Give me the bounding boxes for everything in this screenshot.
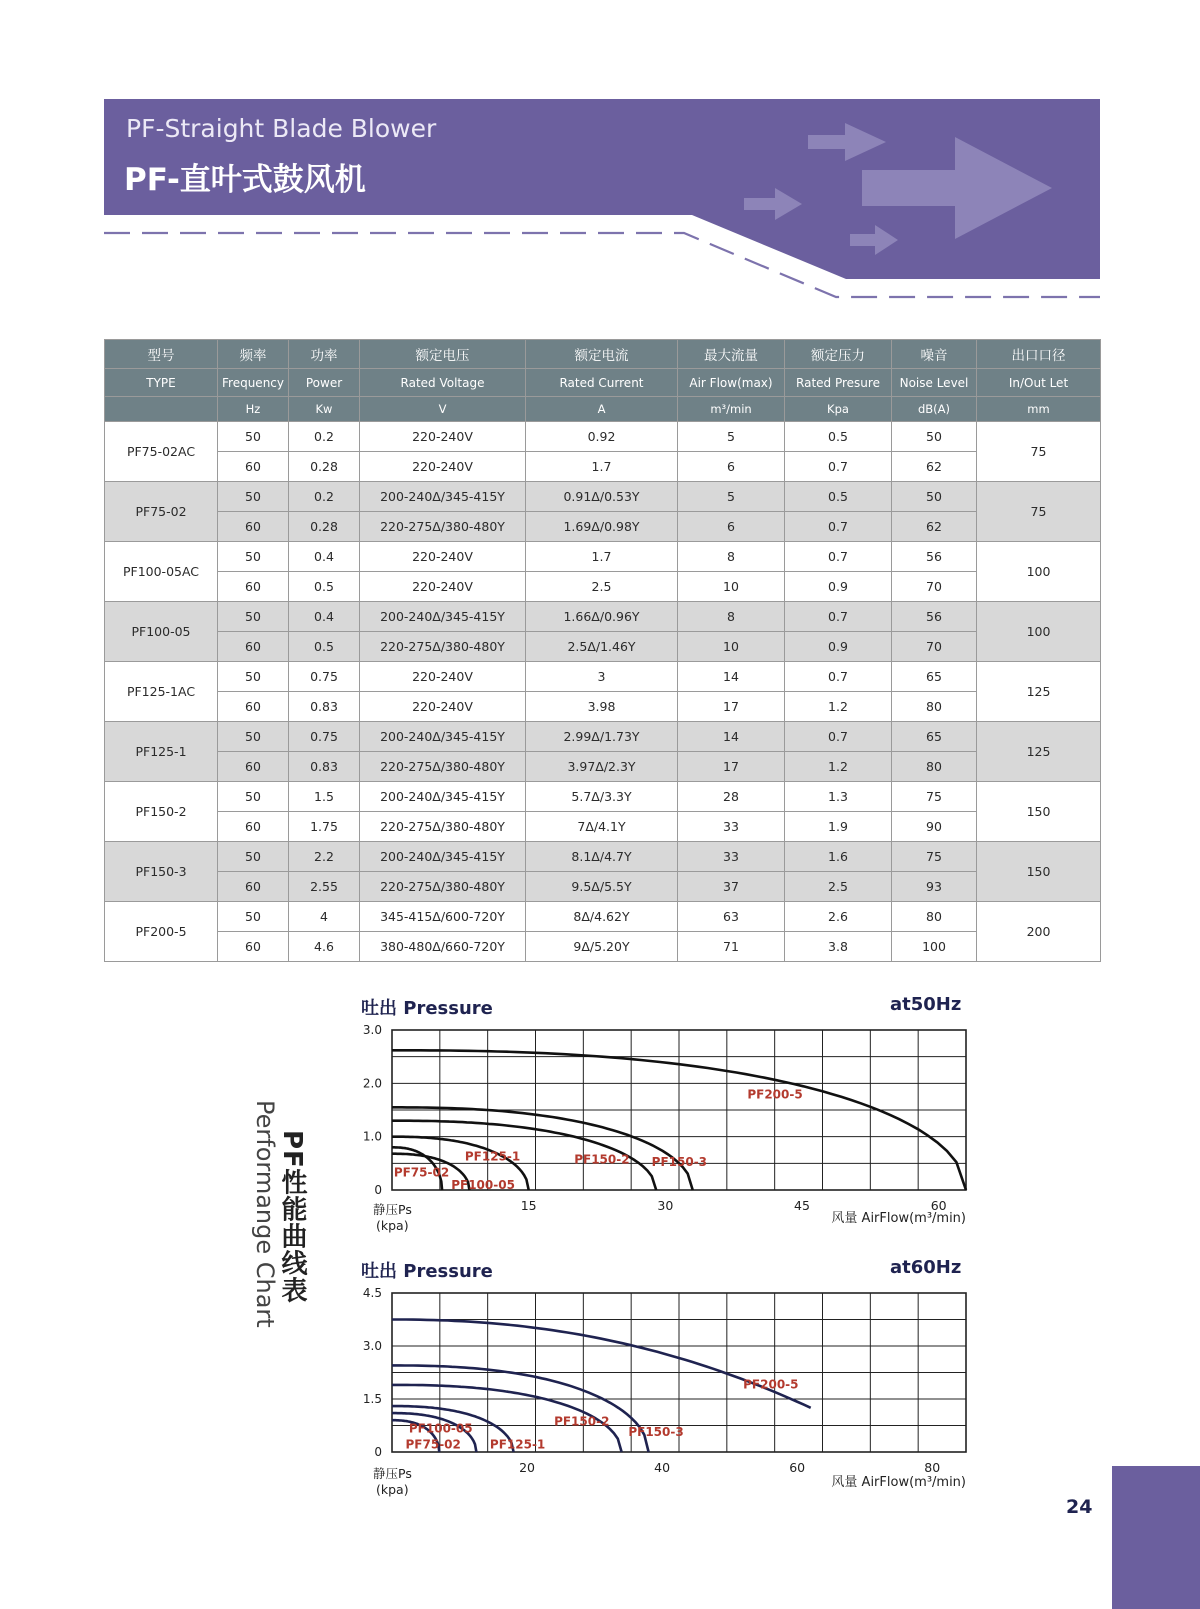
cell-hz: 50 — [218, 722, 289, 752]
chart1-frequency: at50Hz — [890, 994, 962, 1015]
cell-v: 380-480Δ/660-720Y — [360, 932, 526, 962]
header-cell: Rated Presure — [785, 369, 892, 397]
page-number: 24 — [1066, 1496, 1093, 1518]
cell-db: 56 — [892, 542, 977, 572]
spec-table — [104, 339, 1101, 962]
cell-flow: 37 — [678, 872, 785, 902]
header-cell: A — [526, 397, 678, 422]
cell-flow: 17 — [678, 692, 785, 722]
curve-pf125-1 — [392, 1137, 529, 1190]
header-cell: m³/min — [678, 397, 785, 422]
cell-hz: 50 — [218, 662, 289, 692]
cell-a: 8Δ/4.62Y — [526, 902, 678, 932]
table-row — [105, 932, 1101, 962]
cell-kpa: 0.7 — [785, 662, 892, 692]
header-cell: V — [360, 397, 526, 422]
cell-flow: 6 — [678, 512, 785, 542]
cell-hz: 50 — [218, 782, 289, 812]
type-cell: PF100-05 — [105, 602, 218, 662]
cell-kw: 0.83 — [289, 752, 360, 782]
table-row — [105, 632, 1101, 662]
cell-db: 62 — [892, 512, 977, 542]
cell-kpa: 1.3 — [785, 782, 892, 812]
cell-a: 3 — [526, 662, 678, 692]
curve-label: PF200-5 — [743, 1377, 799, 1392]
cell-v: 220-240V — [360, 692, 526, 722]
cell-hz: 50 — [218, 542, 289, 572]
x-tick-label: 40 — [654, 1460, 671, 1475]
curve-label: PF150-2 — [554, 1414, 610, 1429]
cell-kw: 1.5 — [289, 782, 360, 812]
corner-block — [1112, 1466, 1200, 1609]
cell-kpa: 3.8 — [785, 932, 892, 962]
table-row — [105, 572, 1101, 602]
table-row — [105, 542, 1101, 572]
cell-v: 345-415Δ/600-720Y — [360, 902, 526, 932]
cell-flow: 5 — [678, 482, 785, 512]
cell-flow: 28 — [678, 782, 785, 812]
header-cell: 频率 — [218, 340, 289, 369]
header-cell: Hz — [218, 397, 289, 422]
title-english: PF-Straight Blade Blower — [126, 114, 437, 143]
cell-v: 200-240Δ/345-415Y — [360, 722, 526, 752]
y-tick-label: 3.0 — [362, 1339, 382, 1353]
cell-hz: 50 — [218, 842, 289, 872]
curve-label: PF125-1 — [464, 1149, 521, 1164]
cell-flow: 5 — [678, 422, 785, 452]
cell-kpa: 0.7 — [785, 452, 892, 482]
cell-a: 2.5Δ/1.46Y — [526, 632, 678, 662]
x-tick-label: 60 — [789, 1460, 806, 1475]
table-row — [105, 752, 1101, 782]
cell-flow: 71 — [678, 932, 785, 962]
table-row — [105, 812, 1101, 842]
curve-pf200-5 — [392, 1320, 811, 1408]
x-axis-label: 风量 AirFlow(m³/min) — [831, 1211, 966, 1226]
cell-flow: 33 — [678, 842, 785, 872]
cell-v: 220-240V — [360, 572, 526, 602]
cell-hz: 50 — [218, 482, 289, 512]
cell-db: 93 — [892, 872, 977, 902]
cell-hz: 60 — [218, 932, 289, 962]
cell-a: 3.97Δ/2.3Y — [526, 752, 678, 782]
cell-flow: 8 — [678, 602, 785, 632]
outlet-cell: 100 — [977, 602, 1101, 662]
cell-kpa: 0.7 — [785, 722, 892, 752]
cell-flow: 10 — [678, 632, 785, 662]
cell-kw: 4 — [289, 902, 360, 932]
header-cell: 最大流量 — [678, 340, 785, 369]
outlet-cell: 75 — [977, 482, 1101, 542]
cell-db: 50 — [892, 482, 977, 512]
table-header-units — [105, 397, 1101, 422]
x-axis-label: 风量 AirFlow(m³/min) — [831, 1475, 966, 1490]
curve-label: PF100-05 — [451, 1177, 515, 1192]
cell-a: 2.99Δ/1.73Y — [526, 722, 678, 752]
chart2-frequency: at60Hz — [890, 1257, 962, 1278]
curve-pf200-5 — [392, 1050, 966, 1190]
cell-v: 220-240V — [360, 542, 526, 572]
cell-v: 220-275Δ/380-480Y — [360, 872, 526, 902]
cell-flow: 6 — [678, 452, 785, 482]
cell-a: 7Δ/4.1Y — [526, 812, 678, 842]
type-cell: PF100-05AC — [105, 542, 218, 602]
cell-db: 70 — [892, 632, 977, 662]
cell-kpa: 0.9 — [785, 632, 892, 662]
cell-hz: 50 — [218, 902, 289, 932]
cell-db: 90 — [892, 812, 977, 842]
cell-kpa: 0.5 — [785, 482, 892, 512]
curve-label: PF150-3 — [628, 1425, 684, 1440]
curve-pf75-02 — [392, 1147, 442, 1190]
cell-hz: 60 — [218, 812, 289, 842]
x-tick-label: 60 — [930, 1198, 947, 1213]
y-axis-label: 静压Ps — [373, 1202, 412, 1217]
cell-a: 0.91Δ/0.53Y — [526, 482, 678, 512]
cell-db: 75 — [892, 842, 977, 872]
cell-hz: 60 — [218, 452, 289, 482]
y-tick-label: 0 — [374, 1445, 382, 1459]
cell-flow: 10 — [678, 572, 785, 602]
cell-kpa: 1.2 — [785, 692, 892, 722]
cell-a: 1.7 — [526, 542, 678, 572]
cell-a: 9.5Δ/5.5Y — [526, 872, 678, 902]
curve-pf150-3 — [392, 1365, 649, 1452]
cell-a: 1.69Δ/0.98Y — [526, 512, 678, 542]
curve-label: PF150-2 — [574, 1152, 630, 1167]
cell-v: 220-240V — [360, 662, 526, 692]
cell-v: 200-240Δ/345-415Y — [360, 602, 526, 632]
cell-a: 9Δ/5.20Y — [526, 932, 678, 962]
cell-db: 100 — [892, 932, 977, 962]
cell-flow: 17 — [678, 752, 785, 782]
type-cell: PF125-1 — [105, 722, 218, 782]
table-row — [105, 452, 1101, 482]
x-tick-label: 80 — [924, 1460, 941, 1475]
cell-v: 220-275Δ/380-480Y — [360, 752, 526, 782]
cell-kw: 2.2 — [289, 842, 360, 872]
type-cell: PF150-3 — [105, 842, 218, 902]
header-cell: Frequency — [218, 369, 289, 397]
header-cell — [105, 397, 218, 422]
cell-kw: 0.5 — [289, 572, 360, 602]
header-cell: 额定电压 — [360, 340, 526, 369]
header-cell: 出口口径 — [977, 340, 1101, 369]
cell-db: 80 — [892, 902, 977, 932]
performance-title-zh: PF性能曲线表 — [277, 1130, 307, 1304]
type-cell: PF200-5 — [105, 902, 218, 962]
header-cell: 型号 — [105, 340, 218, 369]
chart2-title: 吐出 Pressure — [361, 1261, 493, 1282]
table-row — [105, 512, 1101, 542]
table-row — [105, 842, 1101, 872]
cell-a: 0.92 — [526, 422, 678, 452]
cell-hz: 60 — [218, 572, 289, 602]
table-row — [105, 602, 1101, 632]
cell-db: 65 — [892, 662, 977, 692]
cell-a: 8.1Δ/4.7Y — [526, 842, 678, 872]
x-tick-label: 30 — [657, 1198, 674, 1213]
x-tick-label: 15 — [520, 1198, 537, 1213]
outlet-cell: 150 — [977, 842, 1101, 902]
curve-label: PF150-3 — [651, 1155, 708, 1169]
title-chinese: PF-直叶式鼓风机 — [124, 162, 366, 198]
table-body — [105, 422, 1101, 962]
x-tick-label: 20 — [519, 1460, 536, 1475]
cell-v: 220-275Δ/380-480Y — [360, 632, 526, 662]
cell-db: 80 — [892, 692, 977, 722]
curve-label: PF200-5 — [747, 1087, 803, 1102]
cell-kpa: 2.6 — [785, 902, 892, 932]
table-row — [105, 692, 1101, 722]
table-row — [105, 722, 1101, 752]
cell-kpa: 1.6 — [785, 842, 892, 872]
y-axis-unit: (kpa) — [376, 1218, 409, 1233]
curve-pf150-3 — [392, 1107, 693, 1190]
y-tick-label: 1.5 — [362, 1392, 382, 1406]
cell-kpa: 1.2 — [785, 752, 892, 782]
cell-kw: 0.4 — [289, 602, 360, 632]
cell-flow: 8 — [678, 542, 785, 572]
cell-kpa: 0.7 — [785, 602, 892, 632]
curve-pf100-05 — [392, 1413, 476, 1452]
type-cell: PF125-1AC — [105, 662, 218, 722]
curve-label: PF75-02 — [405, 1437, 461, 1452]
cell-db: 70 — [892, 572, 977, 602]
cell-v: 220-240V — [360, 452, 526, 482]
cell-db: 80 — [892, 752, 977, 782]
cell-hz: 60 — [218, 752, 289, 782]
table-header-en — [105, 369, 1101, 397]
cell-kpa: 0.5 — [785, 422, 892, 452]
header-cell: Rated Voltage — [360, 369, 526, 397]
outlet-cell: 150 — [977, 782, 1101, 842]
header-cell: Air Flow(max) — [678, 369, 785, 397]
header-cell: Kw — [289, 397, 360, 422]
cell-kw: 0.75 — [289, 722, 360, 752]
cell-hz: 50 — [218, 602, 289, 632]
cell-v: 200-240Δ/345-415Y — [360, 842, 526, 872]
type-cell: PF75-02 — [105, 482, 218, 542]
curve-pf75-02 — [392, 1420, 439, 1452]
curve-pf150-2 — [392, 1385, 622, 1452]
cell-kpa: 1.9 — [785, 812, 892, 842]
curve-pf100-05 — [392, 1154, 469, 1190]
cell-kw: 4.6 — [289, 932, 360, 962]
table-row — [105, 482, 1101, 512]
chart1-title: 吐出 Pressure — [361, 998, 493, 1019]
type-cell: PF150-2 — [105, 782, 218, 842]
cell-flow: 33 — [678, 812, 785, 842]
curve-label: PF125-1 — [489, 1437, 546, 1452]
chart2-frame — [392, 1293, 966, 1452]
outlet-cell: 100 — [977, 542, 1101, 602]
cell-a: 1.66Δ/0.96Y — [526, 602, 678, 632]
cell-db: 56 — [892, 602, 977, 632]
cell-a: 2.5 — [526, 572, 678, 602]
cell-v: 200-240Δ/345-415Y — [360, 482, 526, 512]
y-tick-label: 3.0 — [362, 1023, 382, 1037]
cell-a: 1.7 — [526, 452, 678, 482]
cell-kpa: 0.9 — [785, 572, 892, 602]
outlet-cell: 200 — [977, 902, 1101, 962]
header-cell: 噪音 — [892, 340, 977, 369]
header-cell: Kpa — [785, 397, 892, 422]
y-axis-label: 静压Ps — [373, 1466, 412, 1481]
table-header-zh — [105, 340, 1101, 369]
cell-a: 5.7Δ/3.3Y — [526, 782, 678, 812]
cell-kpa: 0.7 — [785, 512, 892, 542]
cell-kw: 0.75 — [289, 662, 360, 692]
cell-hz: 60 — [218, 872, 289, 902]
performance-title-en: Performange Chart — [251, 1100, 279, 1328]
cell-db: 65 — [892, 722, 977, 752]
outlet-cell: 125 — [977, 662, 1101, 722]
outlet-cell: 75 — [977, 422, 1101, 482]
y-axis-unit: (kpa) — [376, 1482, 409, 1497]
cell-kpa: 2.5 — [785, 872, 892, 902]
cell-v: 220-275Δ/380-480Y — [360, 512, 526, 542]
curve-label: PF75-02 — [393, 1165, 450, 1180]
cell-flow: 14 — [678, 722, 785, 752]
table-row — [105, 872, 1101, 902]
cell-kw: 0.83 — [289, 692, 360, 722]
header-cell: Noise Level — [892, 369, 977, 397]
cell-kw: 0.2 — [289, 422, 360, 452]
cell-db: 50 — [892, 422, 977, 452]
curve-pf125-1 — [392, 1406, 514, 1452]
table-row — [105, 782, 1101, 812]
cell-kpa: 0.7 — [785, 542, 892, 572]
cell-v: 220-240V — [360, 422, 526, 452]
outlet-cell: 125 — [977, 722, 1101, 782]
chart1-frame — [392, 1030, 966, 1190]
y-tick-label: 2.0 — [362, 1076, 382, 1091]
header-cell: Power — [289, 369, 360, 397]
header-cell: Rated Current — [526, 369, 678, 397]
cell-kw: 0.28 — [289, 512, 360, 542]
cell-hz: 50 — [218, 422, 289, 452]
y-tick-label: 0 — [374, 1183, 382, 1197]
cell-a: 3.98 — [526, 692, 678, 722]
y-tick-label: 4.5 — [362, 1286, 382, 1300]
cell-db: 75 — [892, 782, 977, 812]
header-cell: dB(A) — [892, 397, 977, 422]
cell-hz: 60 — [218, 692, 289, 722]
cell-kw: 0.28 — [289, 452, 360, 482]
cell-v: 220-275Δ/380-480Y — [360, 812, 526, 842]
header-cell: 额定电流 — [526, 340, 678, 369]
cell-kw: 2.55 — [289, 872, 360, 902]
cell-kw: 0.5 — [289, 632, 360, 662]
x-tick-label: 45 — [794, 1198, 810, 1213]
cell-kw: 0.4 — [289, 542, 360, 572]
header-cell: 额定压力 — [785, 340, 892, 369]
cell-kw: 0.2 — [289, 482, 360, 512]
header-cell: TYPE — [105, 369, 218, 397]
cell-hz: 60 — [218, 632, 289, 662]
cell-hz: 60 — [218, 512, 289, 542]
cell-flow: 14 — [678, 662, 785, 692]
cell-kw: 1.75 — [289, 812, 360, 842]
header-cell: mm — [977, 397, 1101, 422]
cell-flow: 63 — [678, 902, 785, 932]
curve-label: PF100-05 — [408, 1421, 473, 1436]
y-tick-label: 1.0 — [362, 1129, 382, 1144]
header-cell: 功率 — [289, 340, 360, 369]
table-row — [105, 422, 1101, 452]
header-cell: In/Out Let — [977, 369, 1101, 397]
table-row — [105, 902, 1101, 932]
table-row — [105, 662, 1101, 692]
curve-pf150-2 — [392, 1121, 656, 1190]
type-cell: PF75-02AC — [105, 422, 218, 482]
cell-v: 200-240Δ/345-415Y — [360, 782, 526, 812]
cell-db: 62 — [892, 452, 977, 482]
